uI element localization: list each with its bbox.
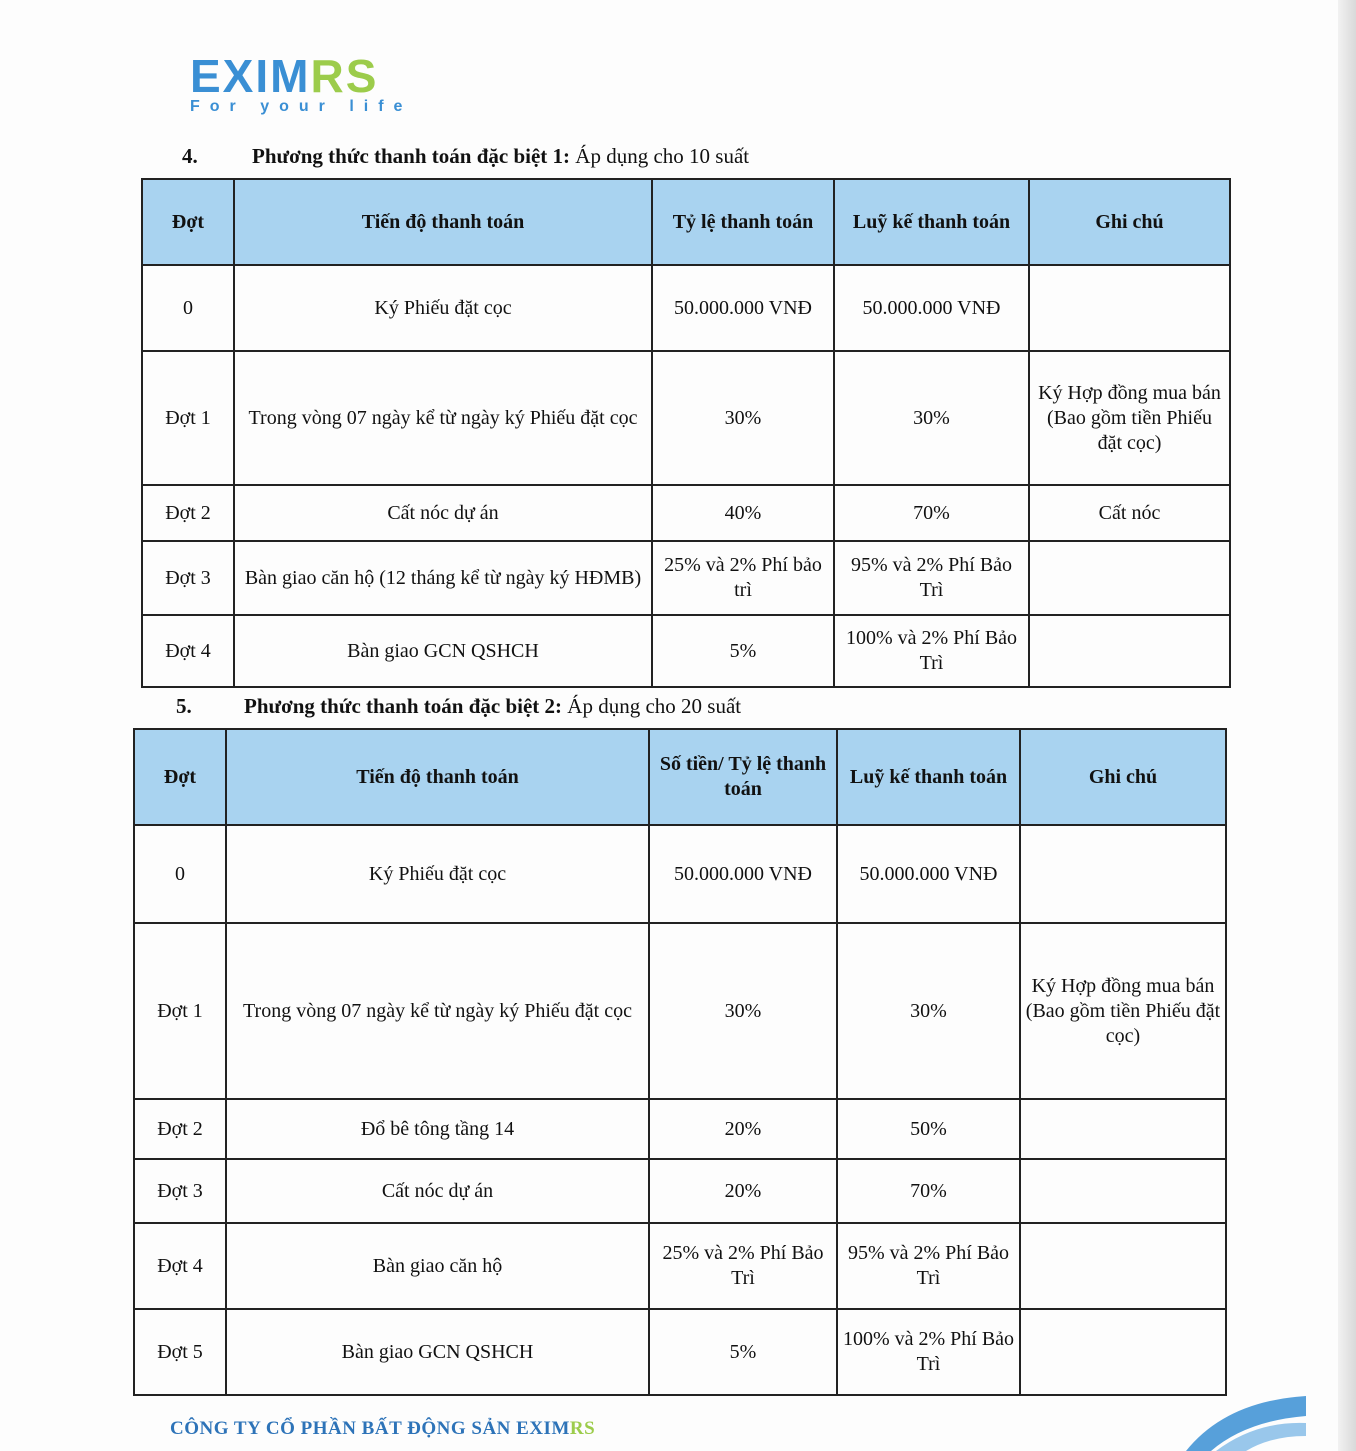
header-tien-do: Tiến độ thanh toán bbox=[234, 179, 652, 265]
cell-ghi-chu: Ký Hợp đồng mua bán (Bao gồm tiền Phiếu đặt cọc) bbox=[1020, 923, 1226, 1099]
table-row bbox=[134, 923, 1226, 1099]
cell-dot: Đợt 4 bbox=[134, 1223, 226, 1309]
section-5-number: 5. bbox=[176, 694, 192, 718]
table-row bbox=[142, 541, 1230, 615]
cell-ty-le: 5% bbox=[652, 615, 834, 687]
table-row bbox=[134, 1099, 1226, 1159]
section-5-title-rest: Áp dụng cho 20 suất bbox=[562, 694, 742, 718]
cell-luy-ke: 30% bbox=[837, 923, 1020, 1099]
cell-tien-do: Cất nóc dự án bbox=[226, 1159, 649, 1223]
section-4-title-rest: Áp dụng cho 10 suất bbox=[570, 144, 750, 168]
cell-ghi-chu bbox=[1020, 1159, 1226, 1223]
cell-dot: Đợt 1 bbox=[134, 923, 226, 1099]
cell-ty-le: 25% và 2% Phí bảo trì bbox=[652, 541, 834, 615]
cell-luy-ke: 100% và 2% Phí Bảo Trì bbox=[837, 1309, 1020, 1395]
cell-tien-do: Trong vòng 07 ngày kể từ ngày ký Phiếu đặt cọc bbox=[234, 351, 652, 485]
cell-tien-do: Bàn giao căn hộ bbox=[226, 1223, 649, 1309]
header-tien-do: Tiến độ thanh toán bbox=[226, 729, 649, 825]
header-luy-ke: Luỹ kế thanh toán bbox=[834, 179, 1029, 265]
cell-tien-do: Ký Phiếu đặt cọc bbox=[226, 825, 649, 923]
cell-tien-do: Cất nóc dự án bbox=[234, 485, 652, 541]
page-edge bbox=[1338, 0, 1356, 1451]
header-luy-ke: Luỹ kế thanh toán bbox=[837, 729, 1020, 825]
cell-ghi-chu bbox=[1029, 265, 1230, 351]
section-5-title bbox=[176, 694, 741, 719]
company-logo bbox=[190, 52, 412, 116]
cell-ty-le: 25% và 2% Phí Bảo Trì bbox=[649, 1223, 837, 1309]
cell-luy-ke: 30% bbox=[834, 351, 1029, 485]
table-row bbox=[142, 485, 1230, 541]
cell-ty-le: 30% bbox=[649, 923, 837, 1099]
cell-luy-ke: 100% và 2% Phí Bảo Trì bbox=[834, 615, 1029, 687]
cell-dot: Đợt 3 bbox=[142, 541, 234, 615]
table-row bbox=[134, 825, 1226, 923]
cell-luy-ke: 50% bbox=[837, 1099, 1020, 1159]
header-ghi-chu: Ghi chú bbox=[1029, 179, 1230, 265]
cell-tien-do: Bàn giao GCN QSHCH bbox=[234, 615, 652, 687]
table-row bbox=[134, 1309, 1226, 1395]
table-row bbox=[142, 265, 1230, 351]
section-4-title bbox=[182, 144, 749, 169]
cell-tien-do: Bàn giao căn hộ (12 tháng kể từ ngày ký HĐMB) bbox=[234, 541, 652, 615]
cell-ghi-chu bbox=[1020, 1223, 1226, 1309]
cell-ghi-chu bbox=[1029, 615, 1230, 687]
cell-tien-do: Trong vòng 07 ngày kể từ ngày ký Phiếu đặt cọc bbox=[226, 923, 649, 1099]
cell-dot: 0 bbox=[142, 265, 234, 351]
section-4-title-bold: Phương thức thanh toán đặc biệt 1: bbox=[252, 144, 571, 168]
cell-dot: Đợt 3 bbox=[134, 1159, 226, 1223]
payment-table-1 bbox=[141, 178, 1231, 688]
cell-ty-le: 20% bbox=[649, 1159, 837, 1223]
header-dot: Đợt bbox=[134, 729, 226, 825]
cell-luy-ke: 95% và 2% Phí Bảo Trì bbox=[834, 541, 1029, 615]
header-dot: Đợt bbox=[142, 179, 234, 265]
cell-ghi-chu bbox=[1020, 825, 1226, 923]
section-5-title-bold: Phương thức thanh toán đặc biệt 2: bbox=[244, 694, 563, 718]
cell-luy-ke: 95% và 2% Phí Bảo Trì bbox=[837, 1223, 1020, 1309]
cell-ghi-chu bbox=[1020, 1099, 1226, 1159]
header-ty-le: Tỷ lệ thanh toán bbox=[652, 179, 834, 265]
cell-ghi-chu bbox=[1029, 541, 1230, 615]
cell-ty-le: 50.000.000 VNĐ bbox=[652, 265, 834, 351]
payment-table-2 bbox=[133, 728, 1227, 1396]
footer-wave-decoration bbox=[1186, 1391, 1306, 1451]
cell-dot: 0 bbox=[134, 825, 226, 923]
cell-ty-le: 5% bbox=[649, 1309, 837, 1395]
section-4-number: 4. bbox=[182, 144, 198, 168]
table-row bbox=[142, 615, 1230, 687]
table-row bbox=[142, 351, 1230, 485]
table-header-row bbox=[134, 729, 1226, 825]
cell-luy-ke: 70% bbox=[834, 485, 1029, 541]
cell-ghi-chu: Cất nóc bbox=[1029, 485, 1230, 541]
logo-wordmark: EXIMRS bbox=[190, 50, 379, 102]
footer-company-name: CÔNG TY CỔ PHẦN BẤT ĐỘNG SẢN EXIMRS bbox=[170, 1418, 596, 1439]
cell-tien-do: Đổ bê tông tầng 14 bbox=[226, 1099, 649, 1159]
table-row bbox=[134, 1223, 1226, 1309]
cell-luy-ke: 50.000.000 VNĐ bbox=[837, 825, 1020, 923]
cell-ty-le: 20% bbox=[649, 1099, 837, 1159]
cell-dot: Đợt 5 bbox=[134, 1309, 226, 1395]
cell-ty-le: 50.000.000 VNĐ bbox=[649, 825, 837, 923]
cell-dot: Đợt 4 bbox=[142, 615, 234, 687]
cell-tien-do: Ký Phiếu đặt cọc bbox=[234, 265, 652, 351]
cell-ghi-chu bbox=[1020, 1309, 1226, 1395]
cell-luy-ke: 50.000.000 VNĐ bbox=[834, 265, 1029, 351]
cell-dot: Đợt 1 bbox=[142, 351, 234, 485]
logo-tagline: For your life bbox=[190, 98, 413, 115]
header-ghi-chu: Ghi chú bbox=[1020, 729, 1226, 825]
cell-ty-le: 40% bbox=[652, 485, 834, 541]
table-header-row bbox=[142, 179, 1230, 265]
cell-dot: Đợt 2 bbox=[142, 485, 234, 541]
cell-ghi-chu: Ký Hợp đồng mua bán (Bao gồm tiền Phiếu đặt cọc) bbox=[1029, 351, 1230, 485]
cell-ty-le: 30% bbox=[652, 351, 834, 485]
table-row bbox=[134, 1159, 1226, 1223]
cell-luy-ke: 70% bbox=[837, 1159, 1020, 1223]
cell-dot: Đợt 2 bbox=[134, 1099, 226, 1159]
cell-tien-do: Bàn giao GCN QSHCH bbox=[226, 1309, 649, 1395]
header-so-tien: Số tiền/ Tỷ lệ thanh toán bbox=[649, 729, 837, 825]
